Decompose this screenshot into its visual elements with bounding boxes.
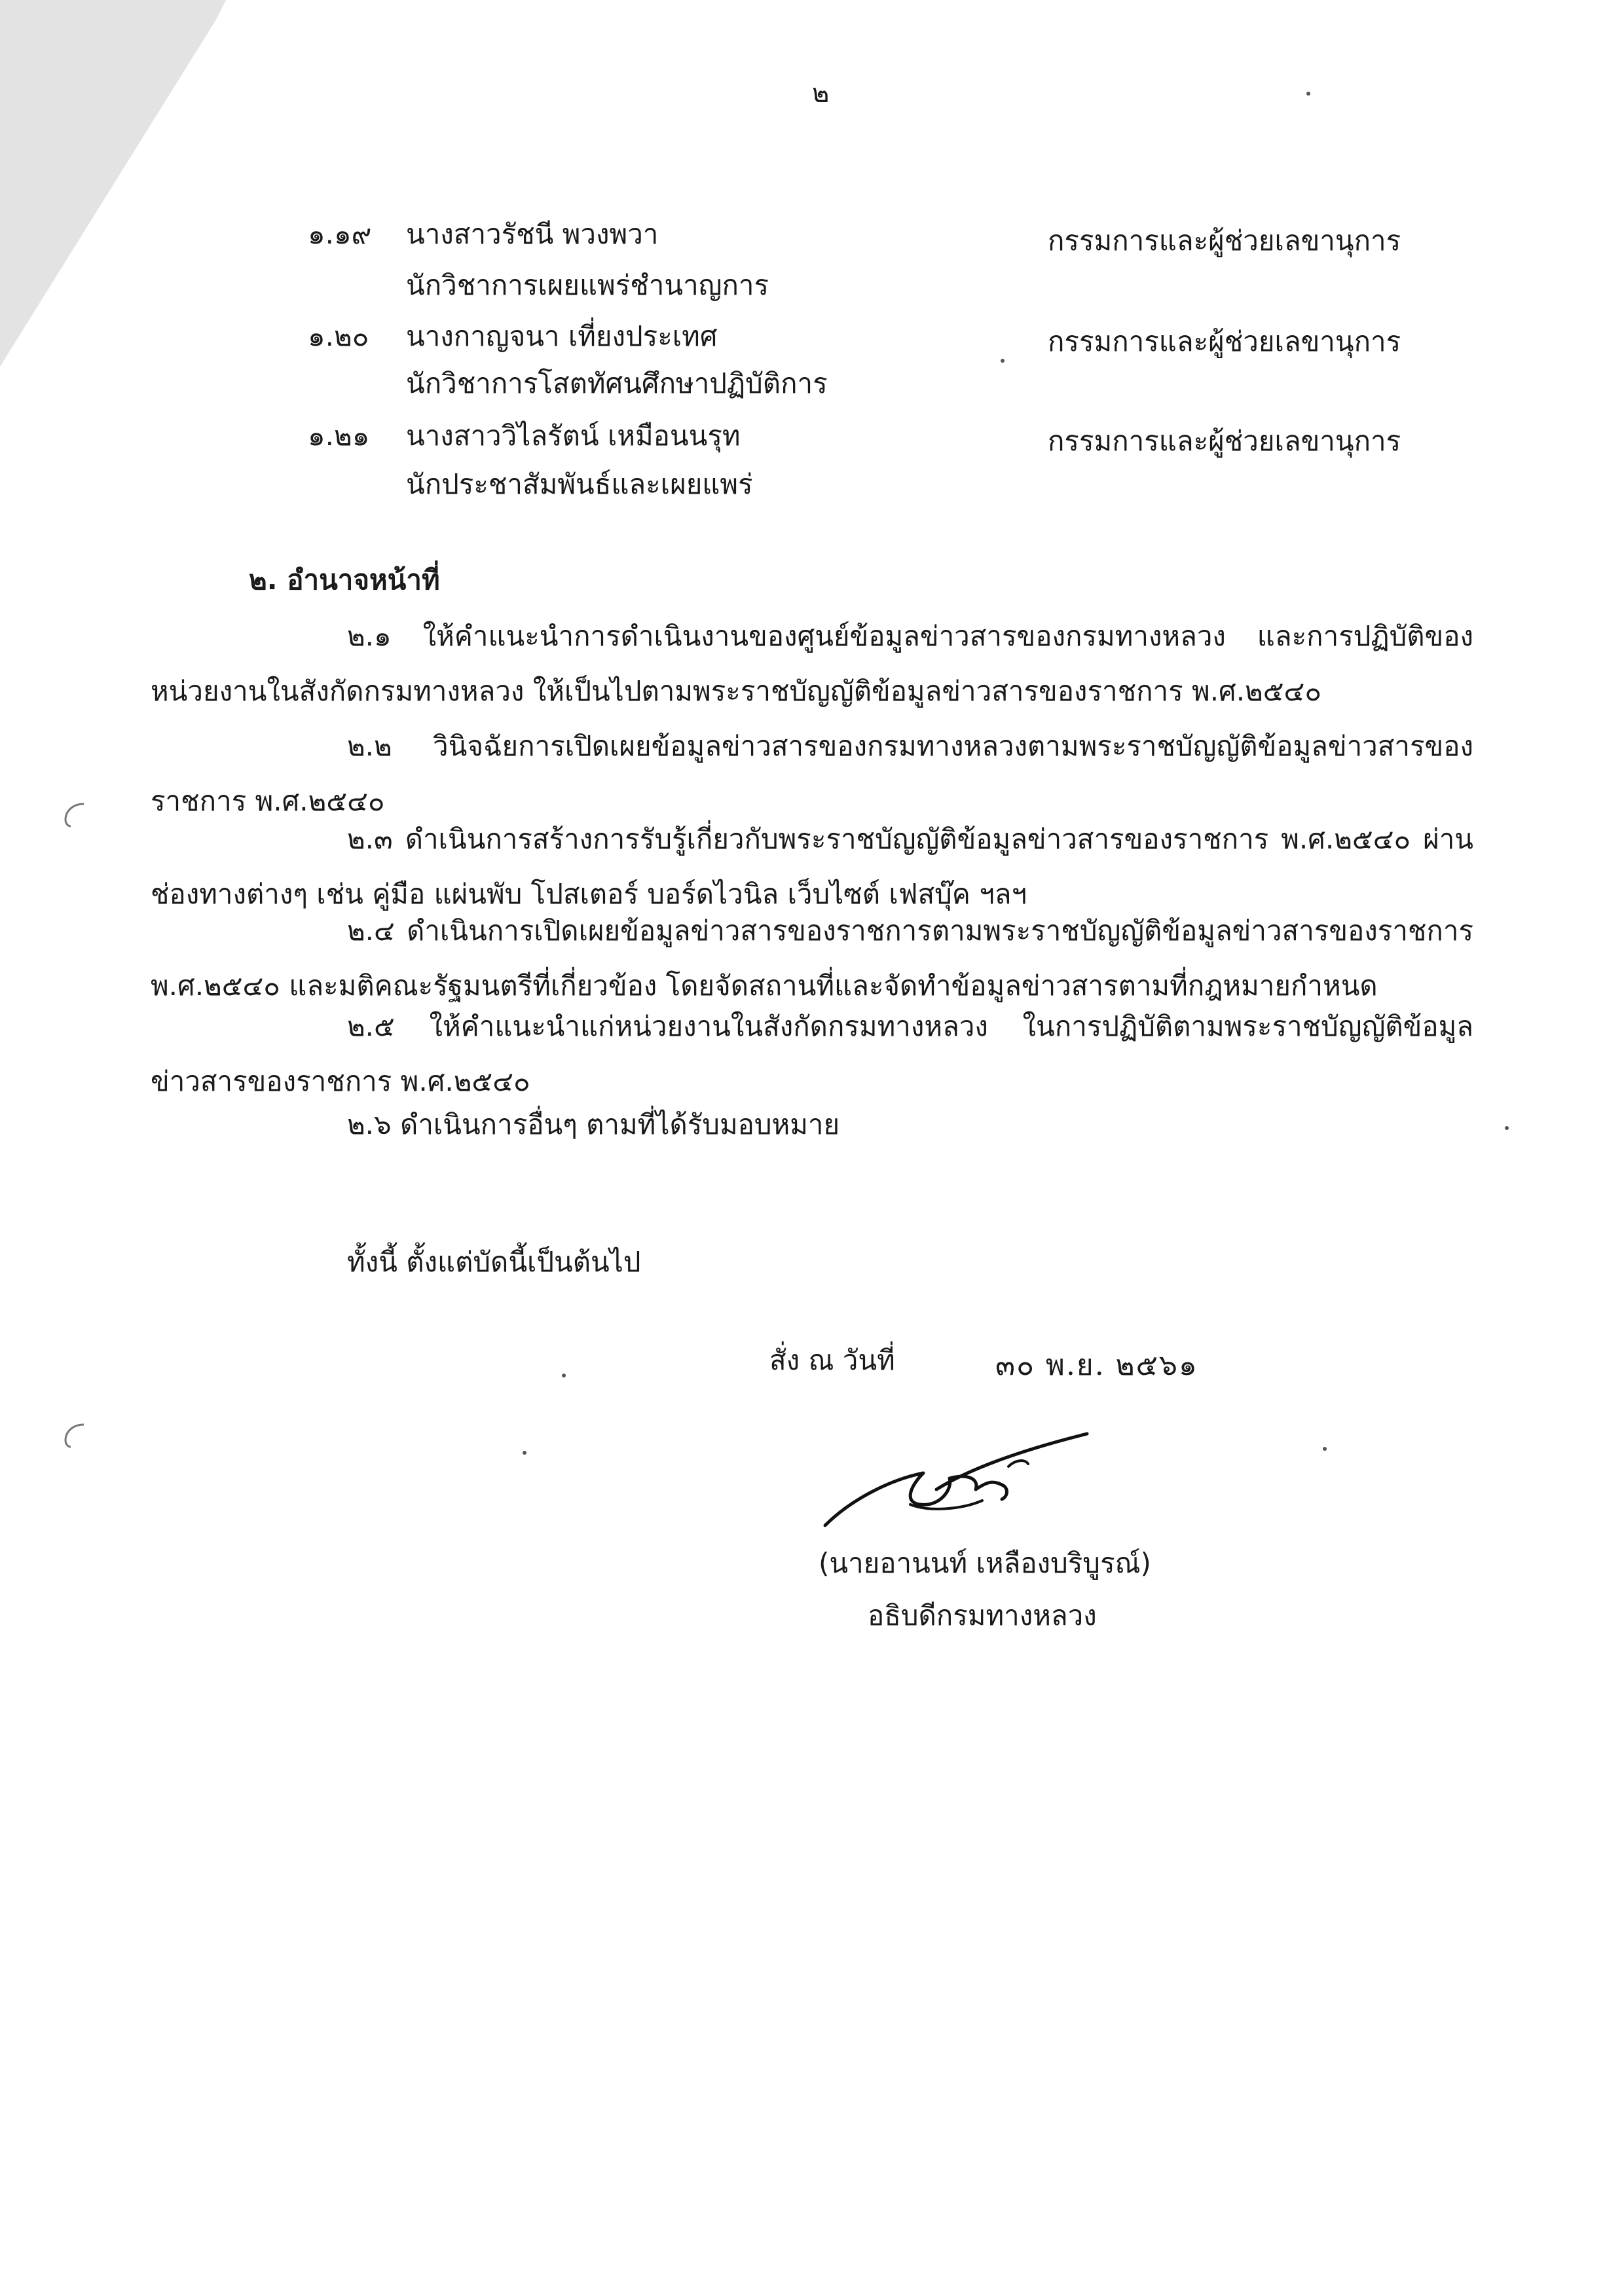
member-number: ๑.๒๑ (308, 420, 370, 452)
scan-speck (1306, 92, 1310, 96)
member-number: ๑.๑๙ (308, 218, 372, 250)
punch-hole-mark (60, 800, 90, 830)
member-name: นางกาญจนา เที่ยงประเทศ (406, 320, 718, 352)
scan-speck (1001, 359, 1005, 363)
duty-paragraph: ๒.๓ ดำเนินการสร้างการรับรู้เกี่ยวกับพระราชบัญญัติข้อมูลข่าวสารของราชการ พ.ศ.๒๕๔๐ ผ่านช่องทางต่างๆ เช่น คู่มือ แผ่นพับ โปสเตอร์ บอร์ดไวนิล เว็บไซต์ เฟสบุ๊ค ฯลฯ (151, 823, 1473, 910)
duty-paragraph: ๒.๕ ให้คำแนะนำแก่หน่วยงานในสังกัดกรมทางหลวง ในการปฏิบัติตามพระราชบัญญัติข้อมูลข่าวสารของราชการ พ.ศ.๒๕๔๐ (151, 1010, 1473, 1097)
section-heading: ๒. อำนาจหน้าที่ (249, 564, 440, 596)
scan-speck (562, 1374, 566, 1377)
page-number: ๒ (812, 79, 830, 109)
punch-hole-mark (60, 1421, 90, 1451)
member-number: ๑.๒๐ (308, 320, 369, 352)
signer-position: อธิบดีกรมทางหลวง (868, 1599, 1097, 1631)
effective-statement: ทั้งนี้ ตั้งแต่บัดนี้เป็นต้นไป (347, 1246, 641, 1278)
member-role: กรรมการและผู้ช่วยเลขานุการ (1048, 325, 1401, 357)
member-title: นักวิชาการโสตทัศนศึกษาปฏิบัติการ (406, 367, 828, 399)
member-title: นักประชาสัมพันธ์และเผยแพร่ (406, 468, 753, 500)
scan-speck (1323, 1447, 1327, 1451)
scan-speck (1505, 1126, 1509, 1130)
duty-paragraph: ๒.๒ วินิจฉัยการเปิดเผยข้อมูลข่าวสารของกรมทางหลวงตามพระราชบัญญัติข้อมูลข่าวสารของราชการ พ.ศ.๒๕๔๐ (151, 730, 1473, 817)
scanner-shadow-corner (0, 0, 236, 393)
duty-paragraph: ๒.๖ ดำเนินการอื่นๆ ตามที่ได้รับมอบหมาย (347, 1108, 840, 1140)
order-date-label: สั่ง ณ วันที่ (769, 1344, 895, 1376)
signature-image (812, 1427, 1094, 1539)
signer-name: (นายอานนท์ เหลืองบริบูรณ์) (819, 1547, 1151, 1579)
member-title: นักวิชาการเผยแพร่ชำนาญการ (406, 269, 769, 301)
duty-paragraph: ๒.๑ ให้คำแนะนำการดำเนินงานของศูนย์ข้อมูลข่าวสารของกรมทางหลวง และการปฏิบัติของหน่วยงานในสังกัดกรมทางหลวง ให้เป็นไปตามพระราชบัญญัติข้อมูลข่าวสารของราชการ พ.ศ.๒๕๔๐ (151, 620, 1473, 707)
member-name: นางสาวรัชนี พวงพวา (406, 218, 659, 250)
duty-paragraph: ๒.๔ ดำเนินการเปิดเผยข้อมูลข่าวสารของราชการตามพระราชบัญญัติข้อมูลข่าวสารของราชการ พ.ศ.๒๕๔๐ และมติคณะรัฐมนตรีที่เกี่ยวข้อง โดยจัดสถานที่และจัดทำข้อมูลข่าวสารตามที่กฎหมายกำหนด (151, 915, 1473, 1002)
member-name: นางสาววิไลรัตน์ เหมือนนรุท (406, 420, 741, 452)
member-role: กรรมการและผู้ช่วยเลขานุการ (1048, 225, 1401, 257)
date-stamp: ๓๐ พ.ย. ๒๕๖๑ (995, 1349, 1198, 1382)
member-role: กรรมการและผู้ช่วยเลขานุการ (1048, 425, 1401, 457)
scan-speck (523, 1451, 526, 1455)
